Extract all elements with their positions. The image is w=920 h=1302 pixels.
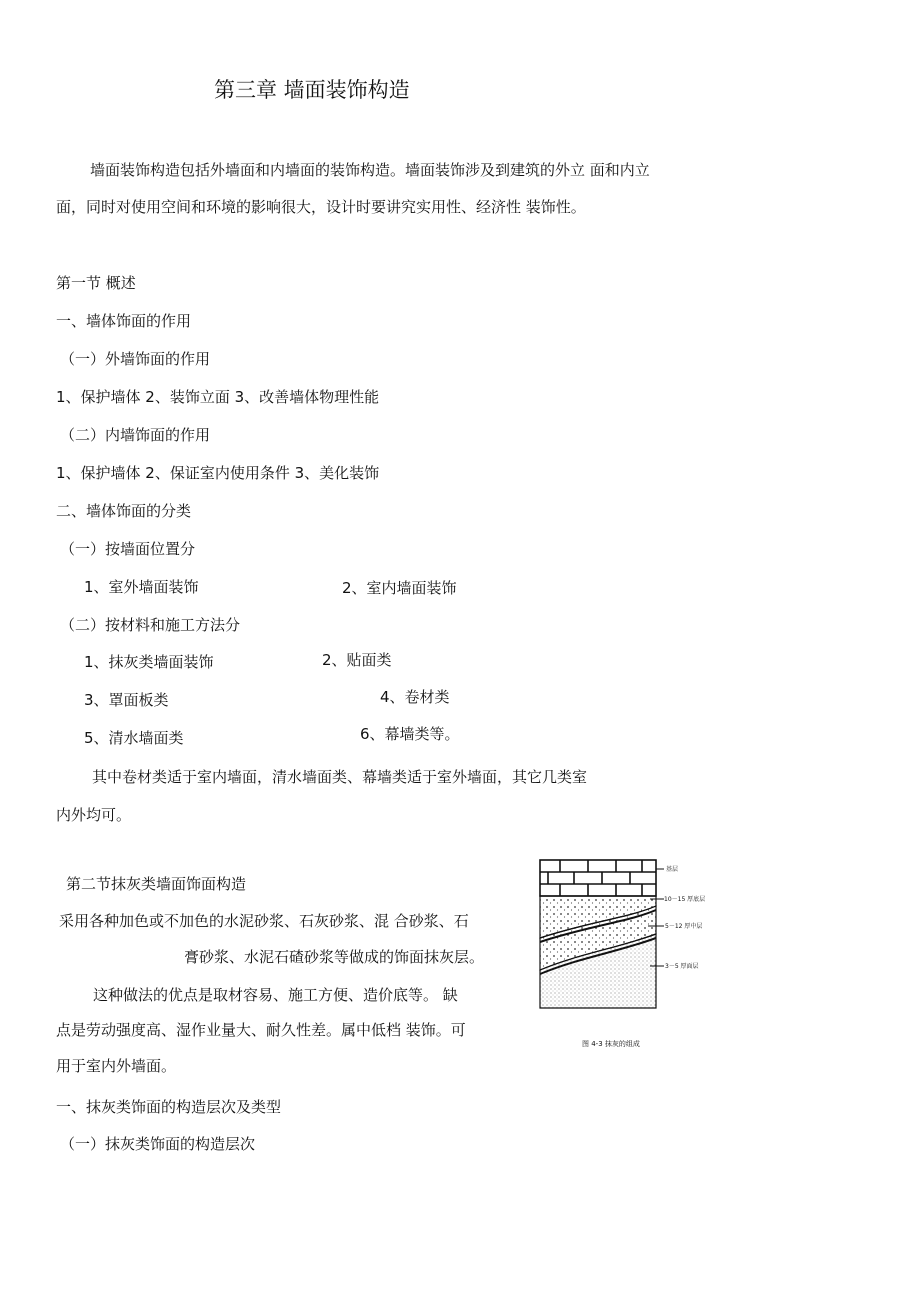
plaster-pros-line-2: 点是劳动强度高、湿作业量大、耐久性差。属中低档 装饰。可 <box>56 1021 466 1039</box>
plaster-desc-line-2: 膏砂浆、水泥石碴砂浆等做成的饰面抹灰层。 <box>184 948 485 966</box>
heading-facing-function: 一、墙体饰面的作用 <box>56 312 192 330</box>
figure-caption: 图 4-3 抹灰的组成 <box>582 1040 640 1048</box>
brick-wall <box>540 860 656 896</box>
subheading-interior-function: （二）内墙饰面的作用 <box>60 426 211 444</box>
position-item-interior: 2、室内墙面装饰 <box>342 579 457 597</box>
note-line-1: 其中卷材类适于室内墙面，清水墙面类、幕墙类适于室外墙面，其它几类室 <box>92 768 588 786</box>
material-item: 1、抹灰类墙面装饰 <box>84 653 214 671</box>
plaster-layers-figure <box>538 856 706 1051</box>
position-item-exterior: 1、室外墙面装饰 <box>84 578 199 596</box>
label-bottom-layer: 10－15 厚底层 <box>664 896 706 903</box>
plaster-pros-line-3: 用于室内外墙面。 <box>56 1057 177 1075</box>
subheading-by-position: （一）按墙面位置分 <box>60 540 196 558</box>
material-item: 5、清水墙面类 <box>84 729 184 747</box>
section2-title: 第二节抹灰类墙面饰面构造 <box>66 875 247 893</box>
material-item: 6、幕墙类等。 <box>360 725 460 743</box>
heading-facing-classification: 二、墙体饰面的分类 <box>56 502 192 520</box>
material-item: 3、罩面板类 <box>84 691 169 709</box>
intro-line-1: 墙面装饰构造包括外墙面和内墙面的装饰构造。墙面装饰涉及到建筑的外立 面和内立 <box>90 161 650 179</box>
subheading-by-material: （二）按材料和施工方法分 <box>60 616 241 634</box>
label-middle-layer: 5－12 厚中层 <box>665 923 703 930</box>
label-surface-layer: 3－5 厚面层 <box>665 963 699 970</box>
subheading-exterior-function: （一）外墙饰面的作用 <box>60 350 211 368</box>
plaster-pros-line-1: 这种做法的优点是取材容易、施工方便、造价底等。 缺 <box>93 986 458 1004</box>
exterior-function-items: 1、保护墙体 2、装饰立面 3、改善墙体物理性能 <box>56 388 380 406</box>
interior-function-items: 1、保护墙体 2、保证室内使用条件 3、美化装饰 <box>56 464 380 482</box>
label-base: 基层 <box>666 866 679 873</box>
intro-line-2: 面，同时对使用空间和环境的影响很大，设计时要讲究实用性、经济性 装饰性。 <box>56 198 586 216</box>
heading-plaster-layers: 一、抹灰类饰面的构造层次及类型 <box>56 1098 282 1116</box>
plaster-desc-line-1: 采用各种加色或不加色的水泥砂浆、石灰砂浆、混 合砂浆、石 <box>59 912 469 930</box>
note-line-2: 内外均可。 <box>56 806 132 824</box>
page-title: 第三章 墙面装饰构造 <box>214 78 410 102</box>
material-item: 2、贴面类 <box>322 651 392 669</box>
subheading-plaster-layers: （一）抹灰类饰面的构造层次 <box>60 1135 256 1153</box>
material-item: 4、卷材类 <box>380 688 450 706</box>
section1-title: 第一节 概述 <box>56 274 136 292</box>
